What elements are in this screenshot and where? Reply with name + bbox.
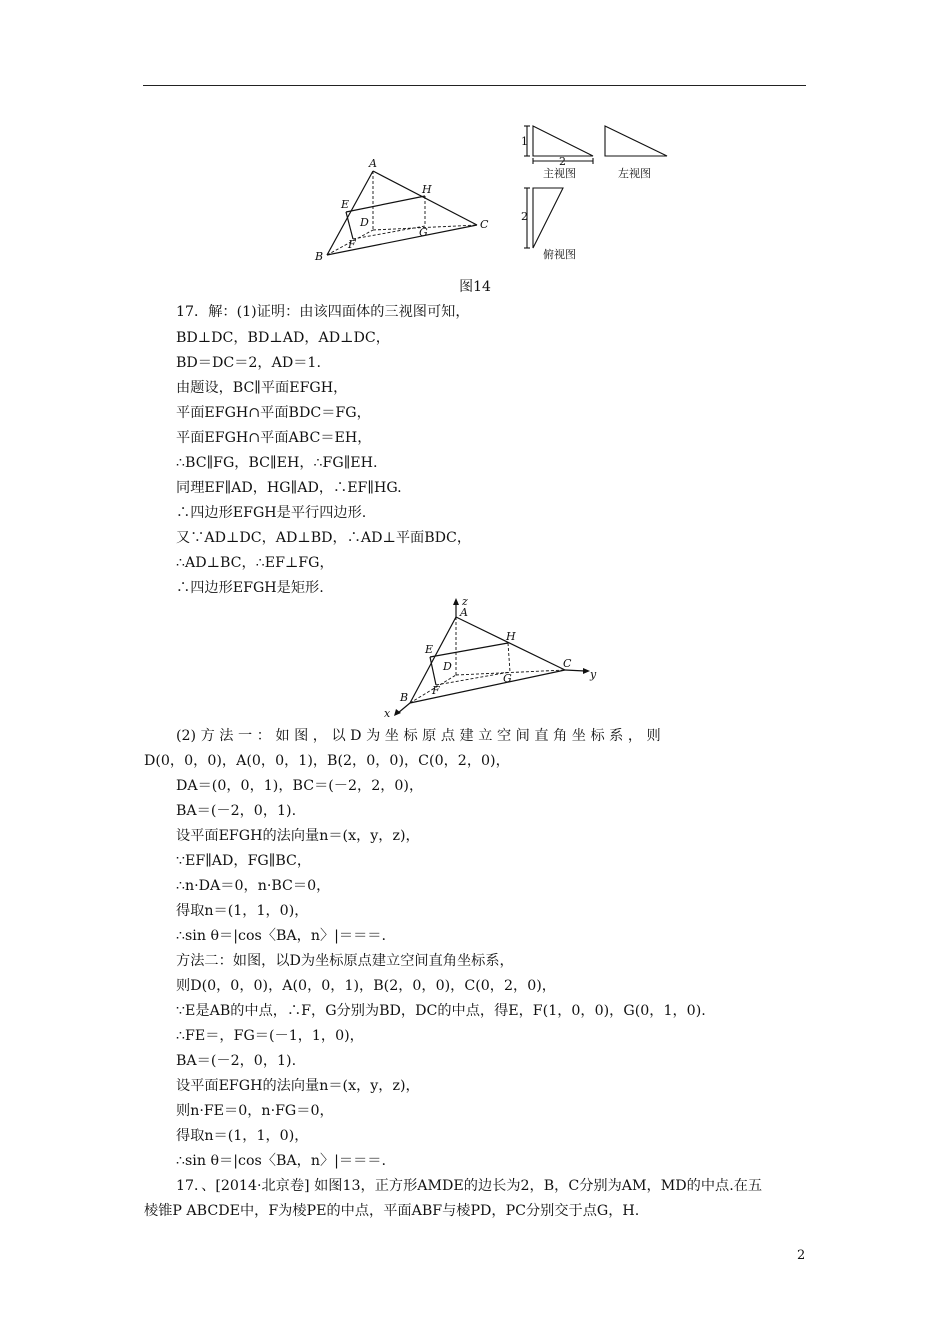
text-line: 由题设，BC∥平面EFGH， bbox=[176, 380, 348, 396]
axis-x-label: x bbox=[384, 707, 391, 720]
top-height-dim: 2 bbox=[521, 210, 528, 223]
point-G: G bbox=[419, 226, 428, 239]
text-line: 方法二：如图，以D为坐标原点建立空间直角坐标系， bbox=[176, 953, 514, 969]
point-F: F bbox=[432, 684, 440, 697]
text-line: 得取n＝(1，1，0)， bbox=[176, 1128, 309, 1144]
text-line: 设平面EFGH的法向量n＝(x，y，z)， bbox=[176, 1078, 420, 1094]
point-E: E bbox=[425, 643, 434, 656]
point-C: C bbox=[480, 218, 489, 231]
x-arrow-icon bbox=[394, 709, 401, 716]
text-line: BD＝DC＝2，AD＝1. bbox=[176, 355, 321, 371]
left-view-label: 左视图 bbox=[618, 167, 651, 180]
y-arrow-icon bbox=[583, 668, 590, 674]
point-E: E bbox=[341, 198, 350, 211]
header-rule bbox=[143, 85, 806, 86]
text-line: 又∵AD⊥DC，AD⊥BD，∴AD⊥平面BDC， bbox=[176, 530, 472, 546]
z-arrow-icon bbox=[453, 598, 459, 605]
text-line: ∴n·DA＝0，n·BC＝0， bbox=[176, 878, 331, 894]
text-line: 同理EF∥AD，HG∥AD，∴EF∥HG. bbox=[176, 480, 402, 496]
text-line: BD⊥DC，BD⊥AD，AD⊥DC， bbox=[176, 330, 390, 346]
tetrahedron-figure bbox=[305, 150, 505, 265]
point-F: F bbox=[348, 238, 356, 251]
text-line: 得取n＝(1，1，0)， bbox=[176, 903, 309, 919]
text-line: ∴AD⊥BC，∴EF⊥FG， bbox=[176, 555, 334, 571]
text-line: ∵E是AB的中点，∴F，G分别为BD，DC的中点，得E，F(1，0，0)，G(0，1，0). bbox=[176, 1003, 706, 1019]
text-line: 棱锥P ABCDE中，F为棱PE的中点，平面ABF与棱PD，PC分别交于点G，H. bbox=[144, 1203, 640, 1219]
axis-z-label: z bbox=[462, 595, 468, 608]
text-line: ∴sin θ＝|cos〈BA，n〉|＝＝＝. bbox=[176, 1153, 386, 1169]
front-view-label: 主视图 bbox=[543, 167, 576, 180]
text-line: (2) 方 法 一 ： 如 图 ， 以 D 为 坐 标 原 点 建 立 空 间 直 角 坐 标 系 ， 则 bbox=[176, 728, 661, 744]
text-line: DA＝(0，0，1)，BC＝(－2，2，0)， bbox=[176, 778, 424, 794]
text-line: D(0，0，0)，A(0，0，1)，B(2，0，0)，C(0，2，0)， bbox=[144, 753, 510, 769]
three-views-figure bbox=[515, 120, 675, 265]
point-A: A bbox=[460, 606, 468, 619]
point-C: C bbox=[563, 657, 572, 670]
text-line: ∴四边形EFGH是矩形. bbox=[176, 580, 324, 596]
top-view-label: 俯视图 bbox=[543, 248, 576, 261]
text-line: BA＝(－2，0，1). bbox=[176, 1053, 297, 1069]
text-line: 则n·FE＝0，n·FG＝0， bbox=[176, 1103, 334, 1119]
text-line: ∴BC∥FG，BC∥EH，∴FG∥EH. bbox=[176, 455, 378, 471]
point-B: B bbox=[315, 250, 324, 263]
point-H: H bbox=[506, 630, 516, 643]
point-H: H bbox=[422, 183, 432, 196]
text-line: BA＝(－2，0，1). bbox=[176, 803, 297, 819]
coordinate-figure bbox=[380, 595, 605, 720]
front-height-dim: 1 bbox=[521, 135, 528, 148]
figure-caption: 图14 bbox=[459, 279, 491, 295]
axis-y-label: y bbox=[590, 668, 597, 681]
point-G: G bbox=[503, 672, 512, 685]
page-number: 2 bbox=[797, 1248, 806, 1263]
text-line: 17．解：(1)证明：由该四面体的三视图可知， bbox=[176, 304, 470, 320]
text-line: ∴四边形EFGH是平行四边形. bbox=[176, 505, 367, 521]
point-A: A bbox=[369, 157, 377, 170]
text-line: ∴sin θ＝|cos〈BA，n〉|＝＝＝. bbox=[176, 928, 386, 944]
text-line: 则D(0，0，0)，A(0，0，1)，B(2，0，0)，C(0，2，0)， bbox=[176, 978, 556, 994]
text-line: 设平面EFGH的法向量n＝(x，y，z)， bbox=[176, 828, 420, 844]
front-width-dim: 2 bbox=[559, 155, 566, 168]
text-line: 平面EFGH∩平面ABC＝EH， bbox=[176, 430, 372, 446]
text-line: ∵EF∥AD，FG∥BC， bbox=[176, 853, 312, 869]
point-D: D bbox=[443, 660, 452, 673]
text-line: 17．、[2014·北京卷] 如图13，正方形AMDE的边长为2，B，C分别为AM，MD的中点.在五 bbox=[176, 1178, 763, 1194]
point-D: D bbox=[360, 216, 369, 229]
text-line: ∴FE＝，FG＝(－1，1，0)， bbox=[176, 1028, 364, 1044]
point-B: B bbox=[400, 691, 409, 704]
text-line: 平面EFGH∩平面BDC＝FG， bbox=[176, 405, 371, 421]
